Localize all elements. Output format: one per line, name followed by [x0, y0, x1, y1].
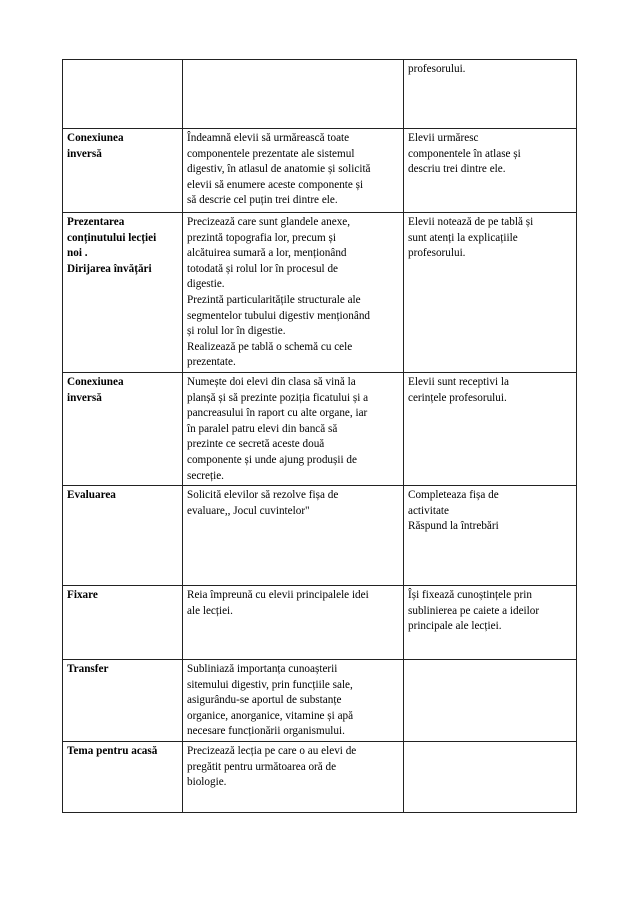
cell-line: Realizează pe tablă o schemă cu cele	[187, 340, 353, 353]
student-activity-cell	[404, 60, 577, 129]
cell-line: asigurându-se aportul de substanțe	[187, 694, 342, 707]
cell-line: sublinierea pe caiete a ideilor	[408, 604, 540, 617]
lesson-plan-body	[63, 60, 577, 813]
student-activity-cell	[404, 213, 577, 373]
student-activity-cell	[404, 372, 577, 485]
cell-line: Transfer	[67, 663, 109, 676]
teacher-activity-cell	[183, 742, 404, 813]
table-row	[63, 660, 577, 742]
table-row	[63, 586, 577, 660]
teacher-activity-cell	[183, 586, 404, 660]
teacher-activity-cell	[183, 60, 404, 129]
cell-line: planșă și să prezinte poziția ficatului și a	[187, 391, 369, 404]
cell-line: prezentate.	[187, 356, 236, 369]
student-activity-cell	[404, 742, 577, 813]
cell-line: Conexiunea	[67, 375, 124, 388]
student-activity-cell	[404, 586, 577, 660]
stage-cell	[63, 213, 183, 373]
cell-line: secreție.	[187, 469, 224, 482]
cell-line: necesare funcționării organismului.	[187, 725, 345, 738]
table-row	[63, 213, 577, 373]
table-row	[63, 742, 577, 813]
cell-line: Numește doi elevi din clasa să vină la	[187, 375, 356, 388]
cell-line: Reia împreună cu elevii principalele idei	[187, 589, 369, 602]
cell-line: sunt atenți la explicațiile	[408, 231, 518, 244]
cell-line: ale lecției.	[187, 604, 233, 617]
stage-cell	[63, 60, 183, 129]
cell-line: Elevii urmăresc	[408, 132, 479, 144]
stage-cell	[63, 486, 183, 586]
cell-line: totodată și rolul lor în procesul de	[187, 262, 338, 275]
cell-line: evaluare,, Jocul cuvintelor"	[187, 504, 310, 517]
stage-cell	[63, 586, 183, 660]
cell-line: digestie.	[187, 278, 225, 291]
cell-line: Prezentarea	[67, 216, 125, 228]
cell-line: organice, anorganice, vitamine și apă	[187, 709, 354, 722]
table-row	[63, 60, 577, 129]
cell-line: Fixare	[67, 589, 98, 602]
cell-line: componentele prezentate ale sistemul	[187, 147, 355, 160]
cell-line: pregătit pentru următoarea oră de	[187, 760, 337, 773]
cell-line: segmentelor tubului digestiv menționând	[187, 309, 371, 322]
stage-cell	[63, 742, 183, 813]
cell-line: Tema pentru acasă	[67, 745, 158, 758]
cell-line: noi .	[67, 247, 88, 260]
teacher-activity-cell	[183, 486, 404, 586]
cell-line: Elevii sunt receptivi la	[408, 375, 509, 388]
cell-line: descriu trei dintre ele.	[408, 163, 506, 176]
cell-line: Completeaza fișa de	[408, 489, 499, 502]
table-row	[63, 372, 577, 485]
cell-line: Solicită elevilor să rezolve fișa de	[187, 489, 339, 502]
cell-line: prezintă topografia lor, precum și	[187, 231, 336, 244]
cell-line: Răspund la întrebări	[408, 520, 499, 533]
cell-line: biologie.	[187, 776, 227, 789]
cell-line: Elevii notează de pe tablă și	[408, 216, 534, 228]
cell-line: conținutului lecției	[67, 231, 157, 244]
cell-line: cerințele profesorului.	[408, 391, 507, 404]
student-activity-cell	[404, 129, 577, 213]
teacher-activity-cell	[183, 213, 404, 373]
stage-cell	[63, 372, 183, 485]
cell-line: principale ale lecției.	[408, 620, 502, 633]
cell-line: profesorului.	[408, 63, 466, 75]
cell-line: Subliniază importanța cunoașterii	[187, 663, 338, 676]
cell-line: elevii să enumere aceste componente și	[187, 178, 364, 191]
cell-line: alcătuirea sumară a lor, menționând	[187, 247, 347, 260]
cell-line: Precizează care sunt glandele anexe,	[187, 216, 351, 228]
cell-line: profesorului.	[408, 247, 466, 260]
cell-line: pancreasului în raport cu alte organe, iar	[187, 407, 368, 420]
cell-line: Își fixează cunoștințele prin	[408, 589, 532, 602]
cell-line: și rolul lor în digestie.	[187, 325, 286, 338]
cell-line: Îndeamnă elevii să urmărească toate	[187, 132, 350, 144]
cell-line: Prezintă particularitățile structurale ale	[187, 293, 361, 306]
lesson-plan-table	[62, 59, 577, 813]
cell-line: prezinte ce secretă aceste două	[187, 438, 325, 451]
teacher-activity-cell	[183, 660, 404, 742]
student-activity-cell	[404, 660, 577, 742]
stage-cell	[63, 660, 183, 742]
cell-line: în paralel patru elevi din bancă să	[187, 422, 338, 435]
cell-line: inversă	[67, 391, 102, 404]
student-activity-cell	[404, 486, 577, 586]
cell-line: sitemului digestiv, prin funcțiile sale,	[187, 678, 353, 691]
cell-line: componente și unde ajung produșii de	[187, 453, 357, 466]
cell-line: activitate	[408, 504, 449, 517]
cell-line: Precizează lecția pe care o au elevi de	[187, 745, 357, 758]
cell-line: Conexiunea	[67, 132, 124, 144]
cell-line: digestiv, în atlasul de anatomie și solicită	[187, 163, 371, 176]
cell-line: Dirijarea învățări	[67, 262, 152, 275]
cell-line: componentele în atlase și	[408, 147, 521, 160]
cell-line: Evaluarea	[67, 489, 116, 502]
table-row	[63, 486, 577, 586]
teacher-activity-cell	[183, 372, 404, 485]
stage-cell	[63, 129, 183, 213]
cell-line: să descrie cel puțin trei dintre ele.	[187, 194, 338, 207]
table-row	[63, 129, 577, 213]
cell-line: inversă	[67, 147, 102, 160]
teacher-activity-cell	[183, 129, 404, 213]
